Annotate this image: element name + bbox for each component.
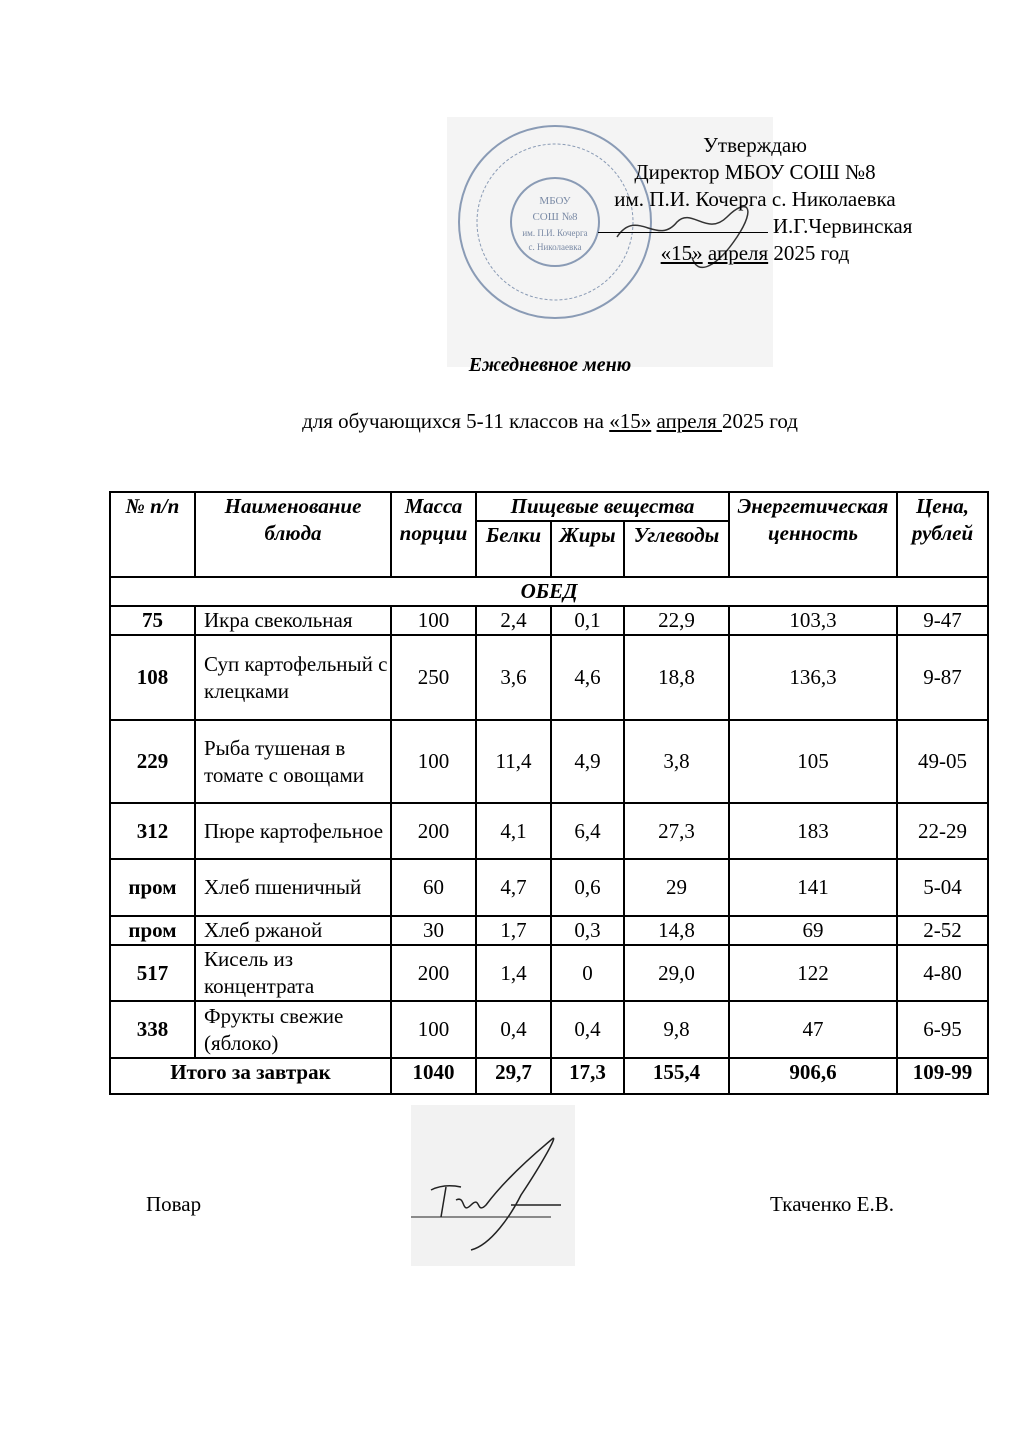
header-carbs: Углеводы (624, 521, 729, 577)
document-subtitle (0, 409, 1024, 434)
cell-mass: 200 (391, 803, 476, 859)
approval-school: им. П.И. Кочерга с. Николаевка (614, 187, 896, 211)
cell-num: 75 (110, 606, 195, 635)
section-header: ОБЕД (110, 577, 988, 606)
cell-num: пром (110, 859, 195, 916)
cell-num: 338 (110, 1001, 195, 1058)
cell-name: Пюре картофельное (195, 803, 391, 859)
cell-fat: 0,3 (551, 916, 624, 945)
cell-price: 49-05 (897, 720, 988, 803)
table-row (110, 1001, 988, 1058)
cell-energy: 122 (729, 945, 897, 1001)
cell-mass: 100 (391, 720, 476, 803)
subtitle-month: апреля (656, 409, 722, 433)
cell-num: 517 (110, 945, 195, 1001)
cell-num: 312 (110, 803, 195, 859)
cell-name: Хлеб пшеничный (195, 859, 391, 916)
cell-protein: 1,4 (476, 945, 551, 1001)
subtitle-year: 2025 год (721, 409, 798, 433)
header-name: Наименование блюда (195, 492, 391, 577)
cell-energy: 69 (729, 916, 897, 945)
cell-fat: 0,6 (551, 859, 624, 916)
cell-carbs: 9,8 (624, 1001, 729, 1058)
cell-price: 6-95 (897, 1001, 988, 1058)
subtitle-prefix: для обучающихся 5-11 классов на (302, 409, 610, 433)
cell-carbs: 18,8 (624, 635, 729, 720)
cell-fat: 4,6 (551, 635, 624, 720)
approval-month: апреля (707, 241, 769, 265)
total-fat: 17,3 (551, 1058, 624, 1094)
total-carbs: 155,4 (624, 1058, 729, 1094)
cell-num: 108 (110, 635, 195, 720)
cell-energy: 47 (729, 1001, 897, 1058)
approval-heading: Утверждаю (703, 133, 807, 157)
document-title: Ежедневное меню (468, 354, 632, 376)
header-num: № п/п (110, 492, 195, 577)
header-protein: Белки (476, 521, 551, 577)
header-price: Цена, рублей (897, 492, 988, 577)
cell-price: 5-04 (897, 859, 988, 916)
table-row (110, 803, 988, 859)
cell-fat: 0 (551, 945, 624, 1001)
table-row (110, 635, 988, 720)
cell-protein: 3,6 (476, 635, 551, 720)
cell-price: 22-29 (897, 803, 988, 859)
cell-name: Суп картофельный с клецками (195, 635, 391, 720)
cell-mass: 250 (391, 635, 476, 720)
cell-carbs: 29,0 (624, 945, 729, 1001)
total-label: Итого за завтрак (110, 1058, 391, 1094)
cell-energy: 103,3 (729, 606, 897, 635)
cell-protein: 4,1 (476, 803, 551, 859)
cell-mass: 60 (391, 859, 476, 916)
approval-signer: И.Г.Червинская (772, 214, 913, 238)
cell-fat: 6,4 (551, 803, 624, 859)
approval-day: «15» (660, 241, 703, 265)
approval-year: 2025 год (773, 241, 850, 265)
table-row (110, 720, 988, 803)
cook-name: Ткаченко Е.В. (770, 1192, 895, 1216)
cell-carbs: 22,9 (624, 606, 729, 635)
menu-table (109, 491, 989, 1095)
table-row (110, 945, 988, 1001)
total-protein: 29,7 (476, 1058, 551, 1094)
total-energy: 906,6 (729, 1058, 897, 1094)
table-row (110, 916, 988, 945)
cell-price: 4-80 (897, 945, 988, 1001)
cell-price: 9-87 (897, 635, 988, 720)
cell-protein: 4,7 (476, 859, 551, 916)
table-row (110, 859, 988, 916)
cook-signature (411, 1105, 575, 1266)
cook-signature-drawing (411, 1105, 575, 1266)
header-fat: Жиры (551, 521, 624, 577)
cell-name: Фрукты свежие (яблоко) (195, 1001, 391, 1058)
cell-carbs: 14,8 (624, 916, 729, 945)
header-mass: Масса порции (391, 492, 476, 577)
cell-mass: 200 (391, 945, 476, 1001)
cell-fat: 0,4 (551, 1001, 624, 1058)
cell-num: 229 (110, 720, 195, 803)
total-row (110, 1058, 988, 1094)
cell-mass: 100 (391, 606, 476, 635)
cell-energy: 105 (729, 720, 897, 803)
cell-protein: 2,4 (476, 606, 551, 635)
total-mass: 1040 (391, 1058, 476, 1094)
svg-text:им. П.И. Кочерга: им. П.И. Кочерга (522, 228, 588, 238)
cell-energy: 141 (729, 859, 897, 916)
cell-protein: 11,4 (476, 720, 551, 803)
cell-carbs: 29 (624, 859, 729, 916)
cell-mass: 30 (391, 916, 476, 945)
cell-energy: 136,3 (729, 635, 897, 720)
svg-text:с. Николаевка: с. Николаевка (528, 242, 582, 252)
cell-protein: 1,7 (476, 916, 551, 945)
cell-num: пром (110, 916, 195, 945)
subtitle-day: «15» (609, 409, 652, 433)
cell-name: Кисель из концентрата (195, 945, 391, 1001)
header-nutrients: Пищевые вещества (476, 492, 729, 521)
svg-text:СОШ №8: СОШ №8 (532, 211, 578, 223)
signature-line (598, 232, 768, 233)
approval-position: Директор МБОУ СОШ №8 (634, 160, 876, 184)
cell-carbs: 3,8 (624, 720, 729, 803)
cook-role: Повар (146, 1192, 202, 1216)
cell-carbs: 27,3 (624, 803, 729, 859)
cell-name: Рыба тушеная в томате с овощами (195, 720, 391, 803)
cell-price: 2-52 (897, 916, 988, 945)
approval-block (560, 132, 950, 267)
header-energy: Энергетическая ценность (729, 492, 897, 577)
total-price: 109-99 (897, 1058, 988, 1094)
svg-text:МБОУ: МБОУ (539, 195, 571, 207)
cell-price: 9-47 (897, 606, 988, 635)
cell-mass: 100 (391, 1001, 476, 1058)
table-row (110, 606, 988, 635)
cell-name: Хлеб ржаной (195, 916, 391, 945)
cell-energy: 183 (729, 803, 897, 859)
cell-fat: 0,1 (551, 606, 624, 635)
cell-protein: 0,4 (476, 1001, 551, 1058)
cell-name: Икра свекольная (195, 606, 391, 635)
cell-fat: 4,9 (551, 720, 624, 803)
